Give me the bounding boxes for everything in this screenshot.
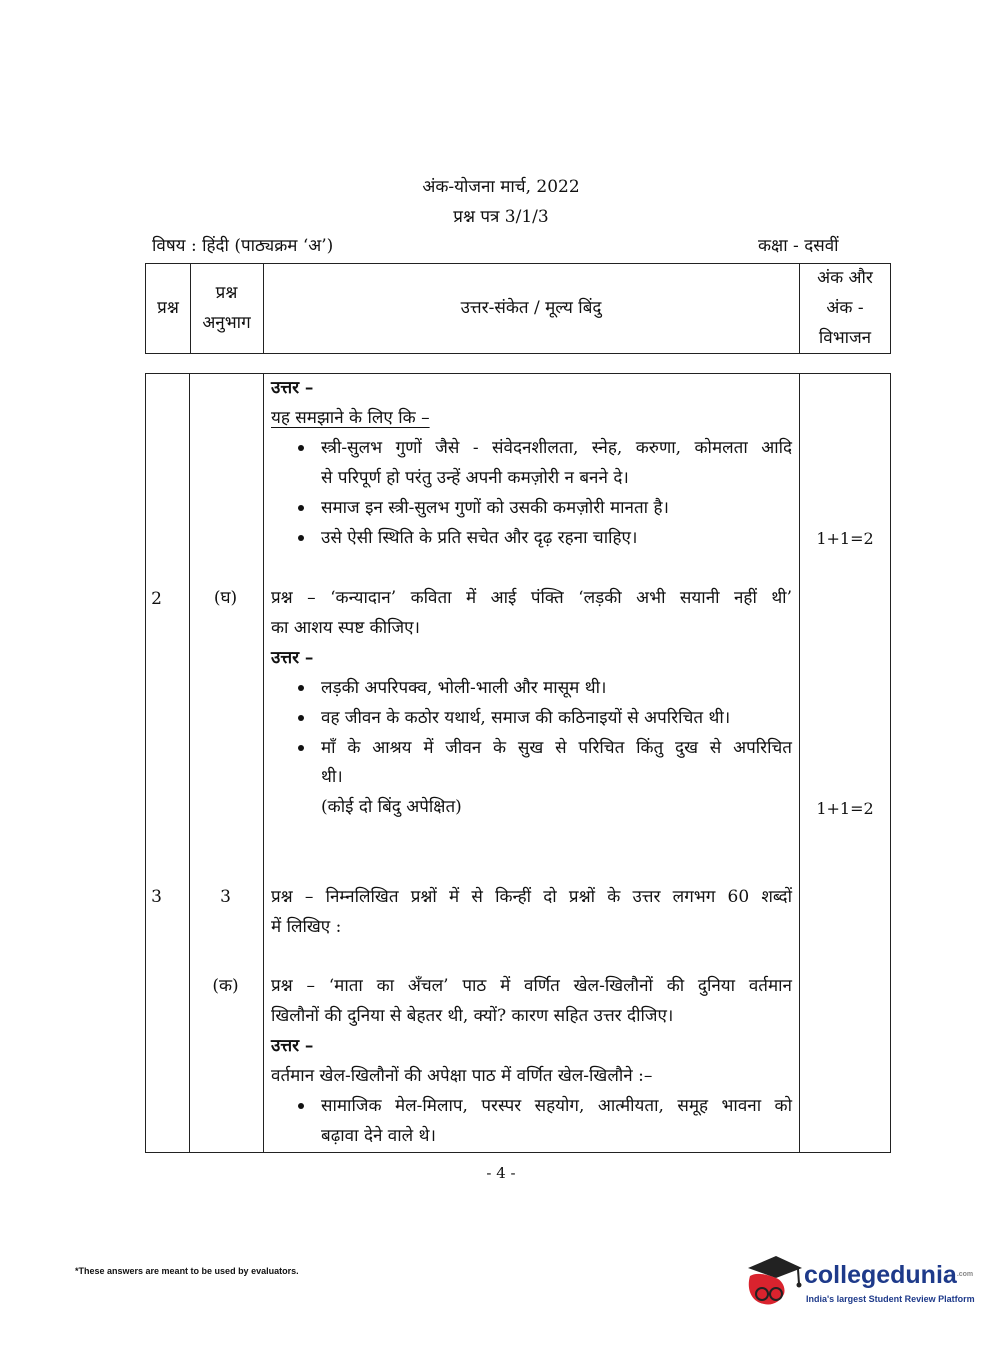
question-number: 3	[151, 887, 162, 907]
scheme-title: अंक-योजना मार्च, 2022	[422, 177, 580, 197]
question-text: प्रश्न – ‘माता का अँचल’ पाठ में वर्णित खेल-खिलौनों की दुनिया वर्तमान	[271, 976, 792, 996]
question-text-cont: में लिखिए :	[271, 917, 342, 937]
answer-point: वह जीवन के कठोर यथार्थ, समाज की कठिनाइयों से अपरिचित थी।	[321, 708, 731, 728]
answer-point: माँ के आश्रय में जीवन के सुख से परिचित किंतु दुख से अपरिचित	[321, 738, 792, 758]
bullet-icon	[298, 535, 304, 541]
question-text: प्रश्न – ‘कन्यादान’ कविता में आई पंक्ति ‘लड़की अभी सयानी नहीं थी’	[271, 588, 792, 608]
brand-word: collegedunia	[804, 1261, 957, 1289]
question-number: 2	[151, 589, 162, 609]
answer-label: उत्तर –	[271, 1036, 314, 1056]
bullet-icon	[298, 715, 304, 721]
header-section-1: प्रश्न	[215, 283, 238, 303]
question-text: प्रश्न – निम्नलिखित प्रश्नों में से किन्हीं दो प्रश्नों के उत्तर लगभग 60 शब्दों	[271, 887, 792, 907]
bullet-icon	[298, 745, 304, 751]
answer-point-cont: बढ़ावा देने वाले थे।	[321, 1126, 436, 1146]
question-section: (क)	[212, 976, 239, 996]
header-section-2: अनुभाग	[202, 313, 251, 333]
header-answer: उत्तर-संकेत / मूल्य बिंदु	[460, 298, 602, 318]
brand-name	[804, 1260, 973, 1290]
answer-point: समाज इन स्त्री-सुलभ गुणों को उसकी कमज़ोरी मानता है।	[321, 498, 669, 518]
header-marks-2: अंक -	[826, 298, 864, 318]
answer-point: लड़की अपरिपक्व, भोली-भाली और मासूम थी।	[321, 678, 607, 698]
marks-value: 1+1=2	[816, 799, 874, 818]
paper-code: प्रश्न पत्र 3/1/3	[453, 207, 549, 227]
bullet-icon	[298, 445, 304, 451]
collegedunia-logo-icon	[742, 1250, 804, 1310]
question-section: 3	[220, 887, 231, 907]
header-question: प्रश्न	[157, 298, 179, 318]
marks-value: 1+1=2	[816, 529, 874, 548]
question-text-cont: खिलौनों की दुनिया से बेहतर थी, क्यों? कारण सहित उत्तर दीजिए।	[271, 1006, 674, 1026]
page-number: - 4 -	[486, 1164, 516, 1182]
question-text-cont: का आशय स्पष्ट कीजिए।	[271, 618, 420, 638]
answer-point: सामाजिक मेल-मिलाप, परस्पर सहयोग, आत्मीयता, समूह भावना को	[321, 1096, 792, 1116]
bullet-icon	[298, 1103, 304, 1109]
header-marks-1: अंक और	[817, 268, 873, 288]
subject-label: विषय : हिंदी (पाठ्यक्रम ‘अ’)	[152, 236, 334, 256]
question-section: (घ)	[213, 588, 238, 608]
bullet-icon	[298, 685, 304, 691]
header-marks-3: विभाजन	[818, 328, 872, 348]
answer-point: उसे ऐसी स्थिति के प्रति सचेत और दृढ़ रहना चाहिए।	[321, 528, 638, 548]
answer-point-cont: थी।	[321, 767, 343, 787]
answer-label: उत्तर –	[271, 648, 314, 668]
answer-note: (कोई दो बिंदु अपेक्षित)	[321, 797, 462, 817]
header-table	[145, 263, 891, 354]
bullet-icon	[298, 505, 304, 511]
class-label: कक्षा - दसवीं	[758, 236, 839, 256]
answer-label: उत्तर –	[271, 378, 314, 398]
answer-intro: वर्तमान खेल-खिलौनों की अपेक्षा पाठ में वर्णित खेल-खिलौने :–	[271, 1066, 653, 1086]
answer-intro: यह समझाने के लिए कि –	[271, 408, 430, 428]
brand-tagline: India's largest Student Review Platform	[806, 1294, 975, 1304]
answer-point-cont: से परिपूर्ण हो परंतु उन्हें अपनी कमज़ोरी न बनने दे।	[321, 468, 629, 488]
answer-point: स्त्री-सुलभ गुणों जैसे - संवेदनशीलता, स्नेह, करुणा, कोमलता आदि	[321, 438, 792, 458]
brand-suffix: .com	[956, 1271, 974, 1278]
evaluator-note: *These answers are meant to be used by evaluators.	[75, 1266, 299, 1276]
